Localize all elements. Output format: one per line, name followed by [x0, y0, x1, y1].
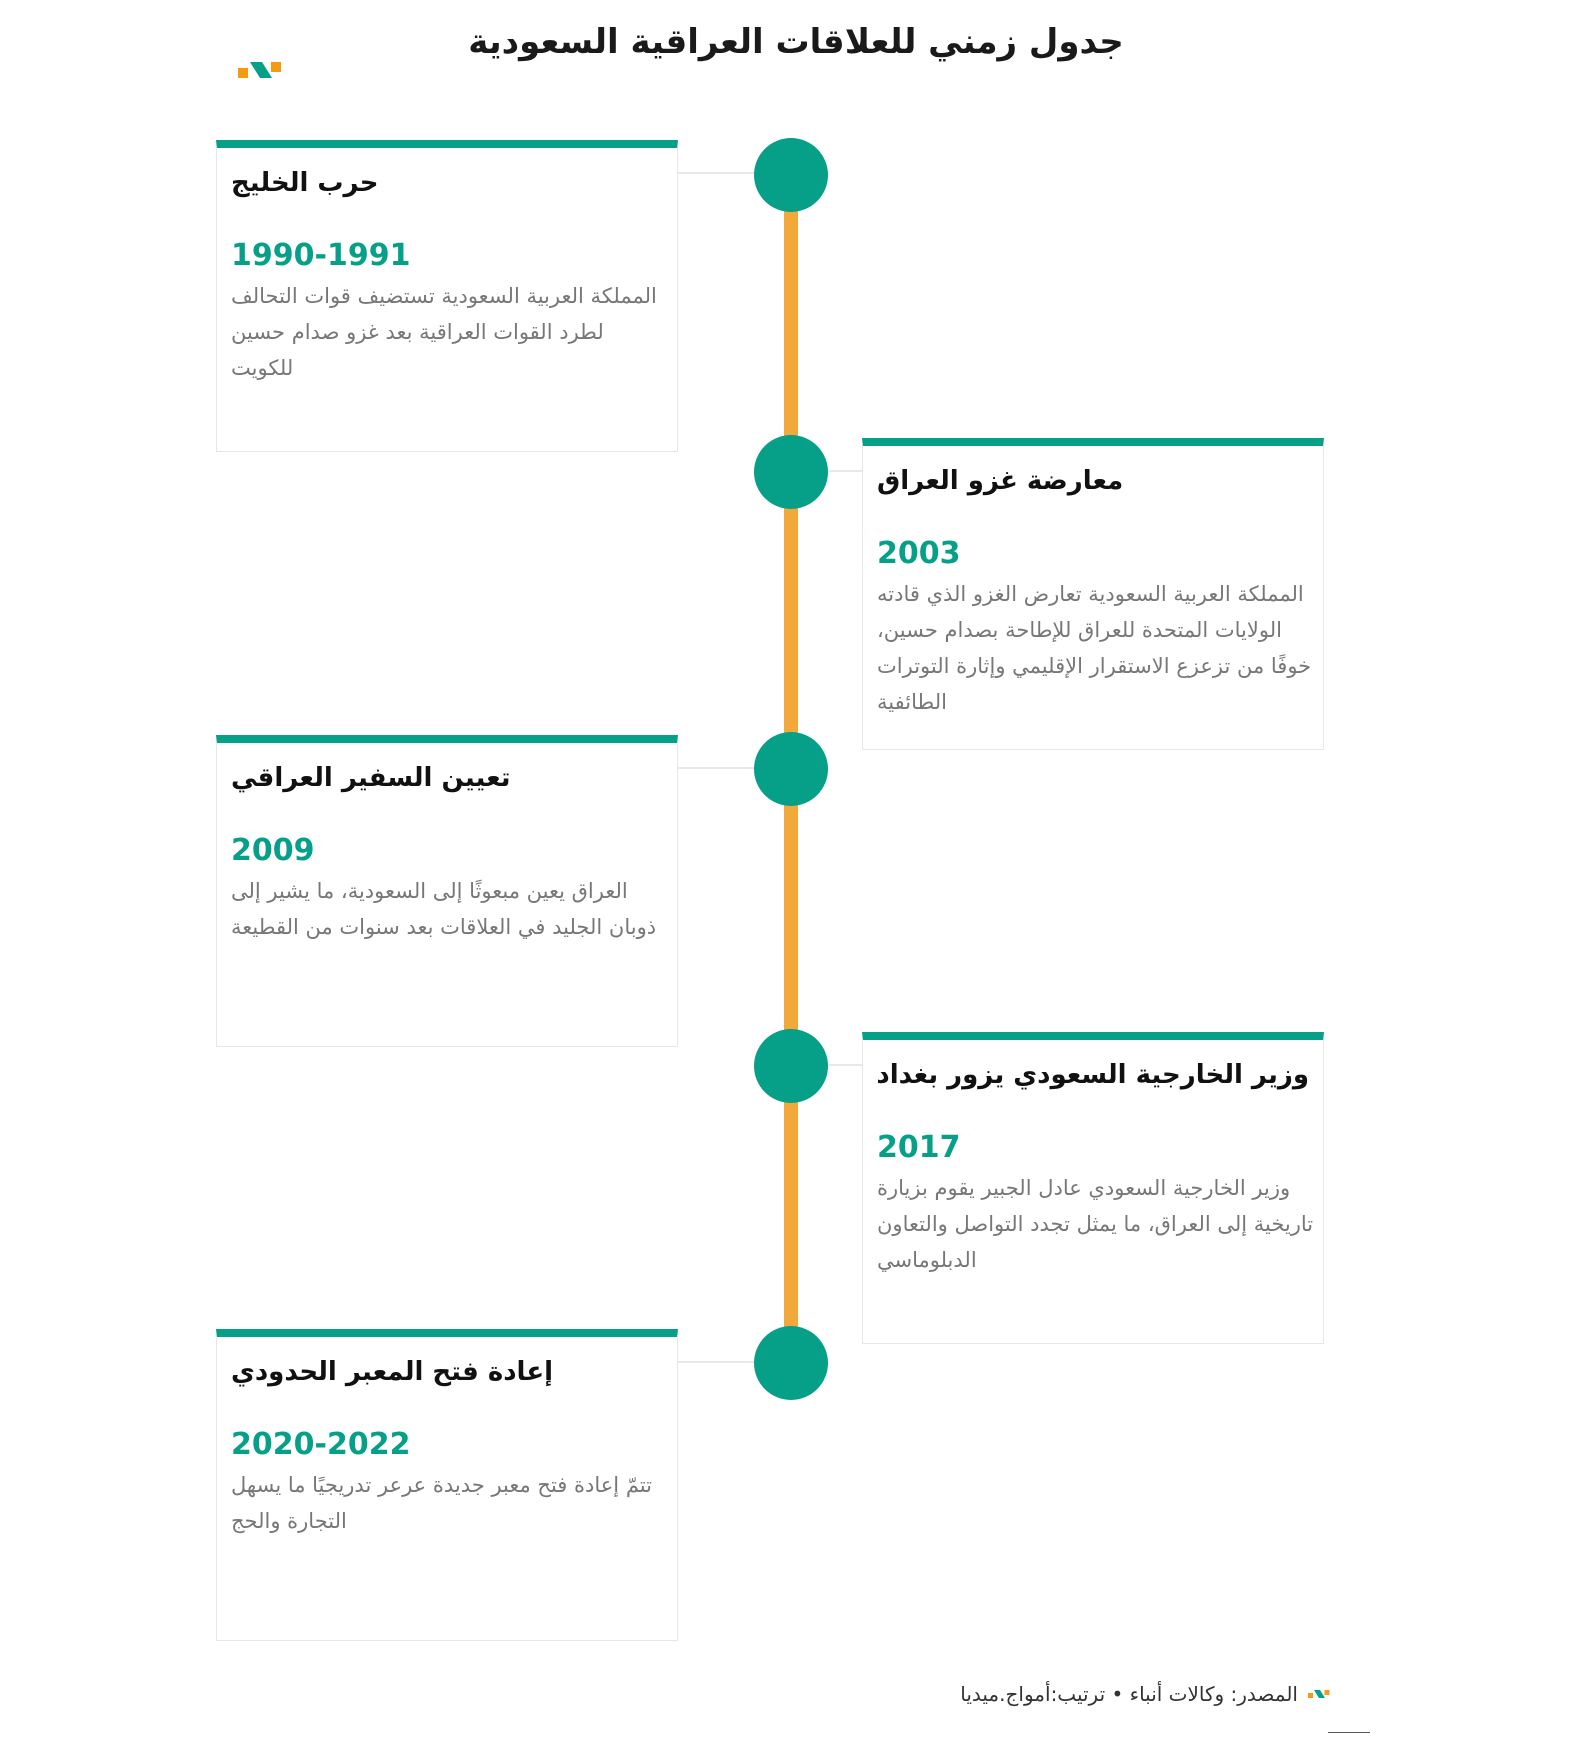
timeline-dot: [754, 1326, 828, 1400]
logo-small-icon: [1308, 1687, 1330, 1701]
footer-divider: [1328, 1732, 1370, 1733]
event-year: 2020-2022: [231, 1427, 411, 1462]
event-description: المملكة العربية السعودية تستضيف قوات التحالف لطرد القوات العراقية بعد غزو صدام حسين للكويت: [231, 284, 657, 380]
timeline-dot: [754, 732, 828, 806]
event-year: 2009: [231, 833, 315, 868]
event-description: تتمّ إعادة فتح معبر جديدة عرعر تدريجيًا ما يسهل التجارة والحج: [231, 1473, 652, 1533]
event-title: حرب الخليج: [231, 168, 379, 198]
event-description: العراق يعين مبعوثًا إلى السعودية، ما يشير إلى ذوبان الجليد في العلاقات بعد سنوات من القطيعة: [231, 879, 657, 939]
event-description: وزير الخارجية السعودي عادل الجبير يقوم بزيارة تاريخية إلى العراق، ما يمثل تجدد التواصل والتعاون الدبلوماسي: [877, 1176, 1314, 1272]
event-title: إعادة فتح المعبر الحدودي: [231, 1357, 553, 1387]
event-card-ambassador: [216, 735, 678, 1047]
event-card-minister-visit: [862, 1032, 1324, 1344]
event-year: 2003: [877, 536, 961, 571]
logo-icon: [238, 58, 282, 82]
footer-source: [960, 1682, 1330, 1706]
page-title: جدول زمني للعلاقات العراقية السعودية: [468, 22, 1124, 62]
event-card-gulf-war: [216, 140, 678, 452]
footer-text: المصدر: وكالات أنباء • ترتيب:أمواج.ميديا: [960, 1682, 1298, 1706]
timeline-dot: [754, 138, 828, 212]
event-year: 2017: [877, 1130, 961, 1165]
timeline-dot: [754, 435, 828, 509]
event-description: المملكة العربية السعودية تعارض الغزو الذي قادته الولايات المتحدة للعراق للإطاحة بصدام حسين، خوفًا من تزعزع الاستقرار الإقليمي وإثارة التوترات الطائفية: [877, 582, 1312, 714]
event-card-border-crossing: [216, 1329, 678, 1641]
timeline-dot: [754, 1029, 828, 1103]
event-title: معارضة غزو العراق: [877, 466, 1124, 496]
event-year: 1990-1991: [231, 238, 411, 273]
event-card-oppose-invasion: [862, 438, 1324, 750]
event-title: تعيين السفير العراقي: [231, 763, 511, 793]
event-title: وزير الخارجية السعودي يزور بغداد: [876, 1060, 1309, 1090]
